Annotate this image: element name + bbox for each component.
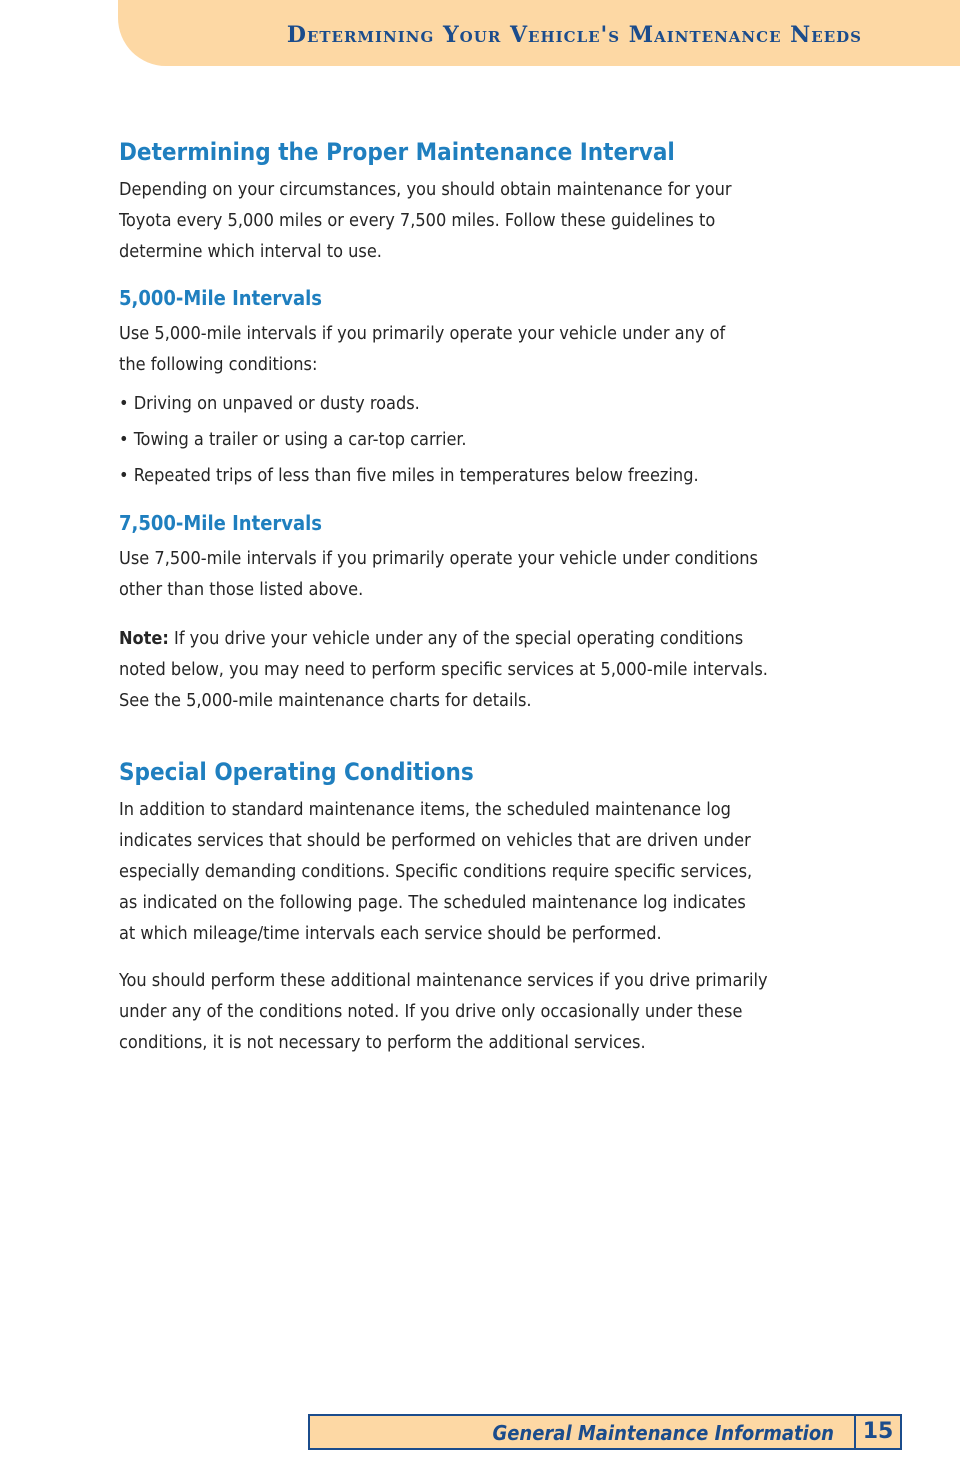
text-line: In addition to standard maintenance items, the scheduled maintenance log (119, 799, 731, 820)
text-line: as indicated on the following page. The scheduled maintenance log indicates (119, 892, 746, 913)
note-label: Note: (119, 628, 169, 649)
text-line: Use 7,500-mile intervals if you primarily operate your vehicle under conditions (119, 548, 758, 569)
text-line: You should perform these additional maintenance services if you drive primarily (119, 970, 768, 991)
text-line: under any of the conditions noted. If you drive only occasionally under these (119, 1001, 743, 1022)
special-paragraph-2 (119, 965, 819, 1058)
text-line: at which mileage/time intervals each service should be performed. (119, 923, 662, 944)
list-item: • Driving on unpaved or dusty roads. (119, 386, 819, 422)
text-line: Toyota every 5,000 miles or every 7,500 miles. Follow these guidelines to (119, 210, 716, 231)
paragraph-5000 (119, 318, 819, 380)
text-line: noted below, you may need to perform specific services at 5,000-mile intervals. (119, 659, 768, 680)
text-line: determine which interval to use. (119, 241, 382, 262)
text-line: Depending on your circumstances, you should obtain maintenance for your (119, 179, 732, 200)
text-line: other than those listed above. (119, 579, 364, 600)
text-line: the following conditions: (119, 354, 318, 375)
text-line: See the 5,000-mile maintenance charts for details. (119, 690, 532, 711)
section-heading-interval: Determining the Proper Maintenance Interval (119, 138, 675, 166)
page-number: 15 (856, 1414, 902, 1450)
bullet-list-5000 (119, 386, 819, 494)
text-line (119, 623, 819, 654)
text-line: Use 5,000-mile intervals if you primarily operate your vehicle under any of (119, 323, 726, 344)
page-header-title: Determining Your Vehicle's Maintenance Needs (286, 22, 862, 48)
subheading-7500: 7,500-Mile Intervals (119, 511, 323, 535)
list-item: • Repeated trips of less than five miles in temperatures below freezing. (119, 458, 819, 494)
text-line: indicates services that should be performed on vehicles that are driven under (119, 830, 751, 851)
special-paragraph-1 (119, 794, 819, 949)
list-item: • Towing a trailer or using a car-top carrier. (119, 422, 819, 458)
page-content (119, 132, 819, 1058)
subheading-5000: 5,000-Mile Intervals (119, 286, 323, 310)
footer-section-title: General Maintenance Information (492, 1421, 834, 1445)
text-line: conditions, it is not necessary to perform the additional services. (119, 1032, 646, 1053)
note-paragraph (119, 623, 819, 716)
text-line: especially demanding conditions. Specific conditions require specific services, (119, 861, 753, 882)
footer-section-bar (308, 1414, 856, 1450)
note-text: If you drive your vehicle under any of the special operating conditions (174, 628, 744, 649)
paragraph-7500 (119, 543, 819, 605)
section-heading-special: Special Operating Conditions (119, 758, 474, 786)
intro-paragraph (119, 174, 819, 267)
